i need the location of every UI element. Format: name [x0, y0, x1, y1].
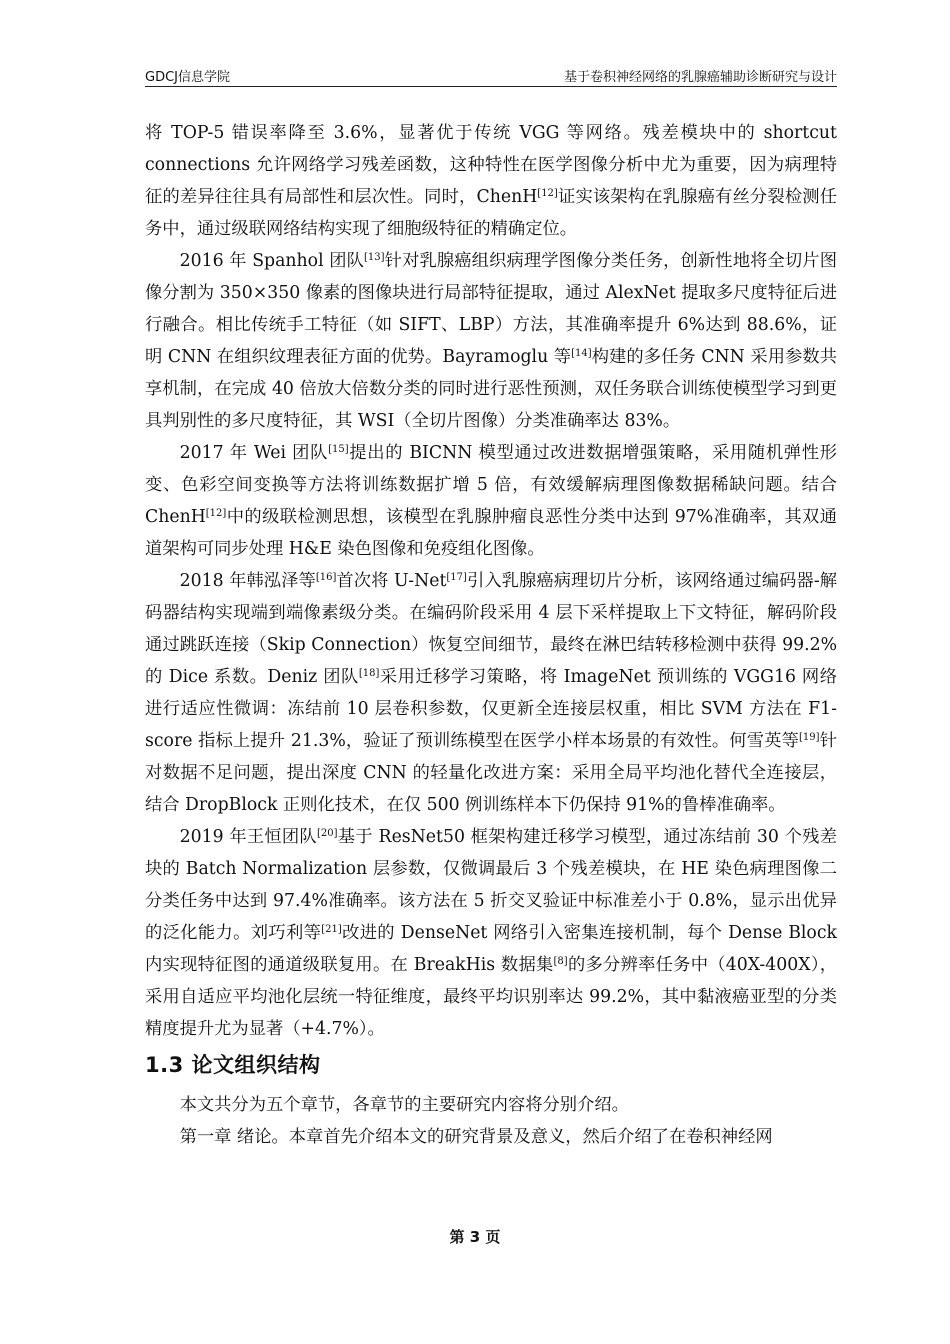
citation: [16] [315, 572, 337, 583]
page-header [145, 62, 837, 87]
citation: [13] [364, 252, 385, 263]
citation: [8] [553, 956, 568, 967]
header-thesis-title: 基于卷积神经网络的乳腺癌辅助诊断研究与设计 [563, 70, 837, 85]
text-segment: 引入乳腺癌病理切片分析，该网络通过编码器-解码器结构实现端到端像素级分类。在编码阶段采用 4 层下采样提取上下文特征，解码阶段通过跳跃连接（Skip Connection）恢复空间细节，最终在淋巴结转移检测中获得 99.2%的 Dice 系数。Deniz 团队 [145, 571, 837, 687]
text-segment: 2016 年 Spanhol 团队 [179, 251, 365, 271]
text-segment: 构建的多任务 CNN 采用参数共享机制，在完成 40 倍放大倍数分类的同时进行恶性预测，双任务联合训练使模型学习到更具判别性的多尺度特征，其 WSI（全切片图像）分类准确率达 83%。 [145, 347, 838, 431]
paragraph-chapter-intro: 本文共分为五个章节，各章节的主要研究内容将分别介绍。 [179, 1095, 629, 1115]
paragraph-2019 [145, 821, 837, 1045]
text-segment: 证实该架构在乳腺癌有丝分裂检测任务中，通过级联网络结构实现了细胞级特征的精确定位。 [145, 187, 837, 239]
page-body [145, 117, 837, 1153]
text-segment: 将 TOP-5 错误率降至 3.6%，显著优于传统 VGG 等网络。残差模块中的 shortcut connections 允许网络学习残差函数，这种特性在医学图像分析中尤为重要，因为病理特征的差异往往具有局部性和层次性。同时，ChenH [145, 123, 837, 207]
text-segment: 2017 年 Wei 团队 [179, 443, 329, 463]
citation: [15] [328, 444, 349, 455]
text-segment: 的多分辨率任务中（40X-400X），采用自适应平均池化层统一特征维度，最终平均识别率达 99.2%，其中黏液癌亚型的分类精度提升尤为显著（+4.7%）。 [145, 955, 837, 1039]
citation: [20] [316, 828, 338, 839]
citation: [18] [358, 668, 380, 679]
citation: [12] [205, 508, 227, 519]
paragraph-resnet [145, 117, 837, 245]
text-segment: 改进的 DenseNet 网络引入密集连接机制，每个 Dense Block 内实现特征图的通道级联复用。在 BreakHis 数据集 [145, 923, 837, 975]
text-segment: 提出的 BICNN 模型通过改进数据增强策略，采用随机弹性形变、色彩空间变换等方法将训练数据扩增 5 倍，有效缓解病理图像数据稀缺问题。结合 ChenH [145, 443, 837, 527]
page-number: 第 3 页 [449, 1228, 501, 1246]
paragraph-2017 [145, 437, 837, 565]
section-heading: 1.3 论文组织结构 [145, 1053, 321, 1077]
text-segment: 2019 年王恒团队 [179, 827, 317, 847]
text-segment: 针对数据不足问题，提出深度 CNN 的轻量化改进方案：采用全局平均池化替代全连接层，结合 DropBlock 正则化技术，在仅 500 例训练样本下仍保持 91%的鲁棒准确率。 [145, 731, 837, 815]
citation: [14] [571, 348, 592, 359]
citation: [17] [446, 572, 467, 583]
citation: [19] [799, 732, 820, 743]
text-segment: 基于 ResNet50 框架构建迁移学习模型，通过冻结前 30 个残差块的 Batch Normalization 层参数，仅微调最后 3 个残差模块，在 HE 染色病理图像二分类任务中达到 97.4%准确率。该方法在 5 折交叉验证中标准差小于 0.8%，显示出优异的泛化能力。刘巧利等 [145, 827, 837, 943]
text-segment: 采用迁移学习策略，将 ImageNet 预训练的 VGG16 网络进行适应性微调：冻结前 10 层卷积参数，仅更新全连接层权重，相比 SVM 方法在 F1-score 指标上提升 21.3%，验证了预训练模型在医学小样本场景的有效性。何雪英等 [145, 667, 837, 751]
text-segment: 针对乳腺癌组织病理学图像分类任务，创新性地将全切片图像分割为 350×350 像素的图像块进行局部特征提取，通过 AlexNet 提取多尺度特征后进行融合。相比传统手工特征（如 SIFT、LBP）方法，其准确率提升 6%达到 88.6%，证明 CNN 在组织纹理表征方面的优势。Bayramoglu 等 [145, 251, 837, 367]
text-segment: 首次将 U-Net [336, 571, 447, 591]
citation: [21] [321, 924, 342, 935]
paragraph-chapter-one: 第一章 绪论。本章首先介绍本文的研究背景及意义，然后介绍了在卷积神经网 [179, 1127, 773, 1147]
paragraph-2016 [145, 245, 837, 437]
text-segment: 2018 年韩泓泽等 [179, 571, 316, 591]
paragraph-2018 [145, 565, 837, 821]
text-segment: 中的级联检测思想，该模型在乳腺肿瘤良恶性分类中达到 97%准确率，其双通道架构可同步处理 H&E 染色图像和免疫组化图像。 [145, 507, 837, 559]
citation: [12] [537, 188, 558, 199]
header-institution: GDCJ信息学院 [145, 70, 230, 85]
